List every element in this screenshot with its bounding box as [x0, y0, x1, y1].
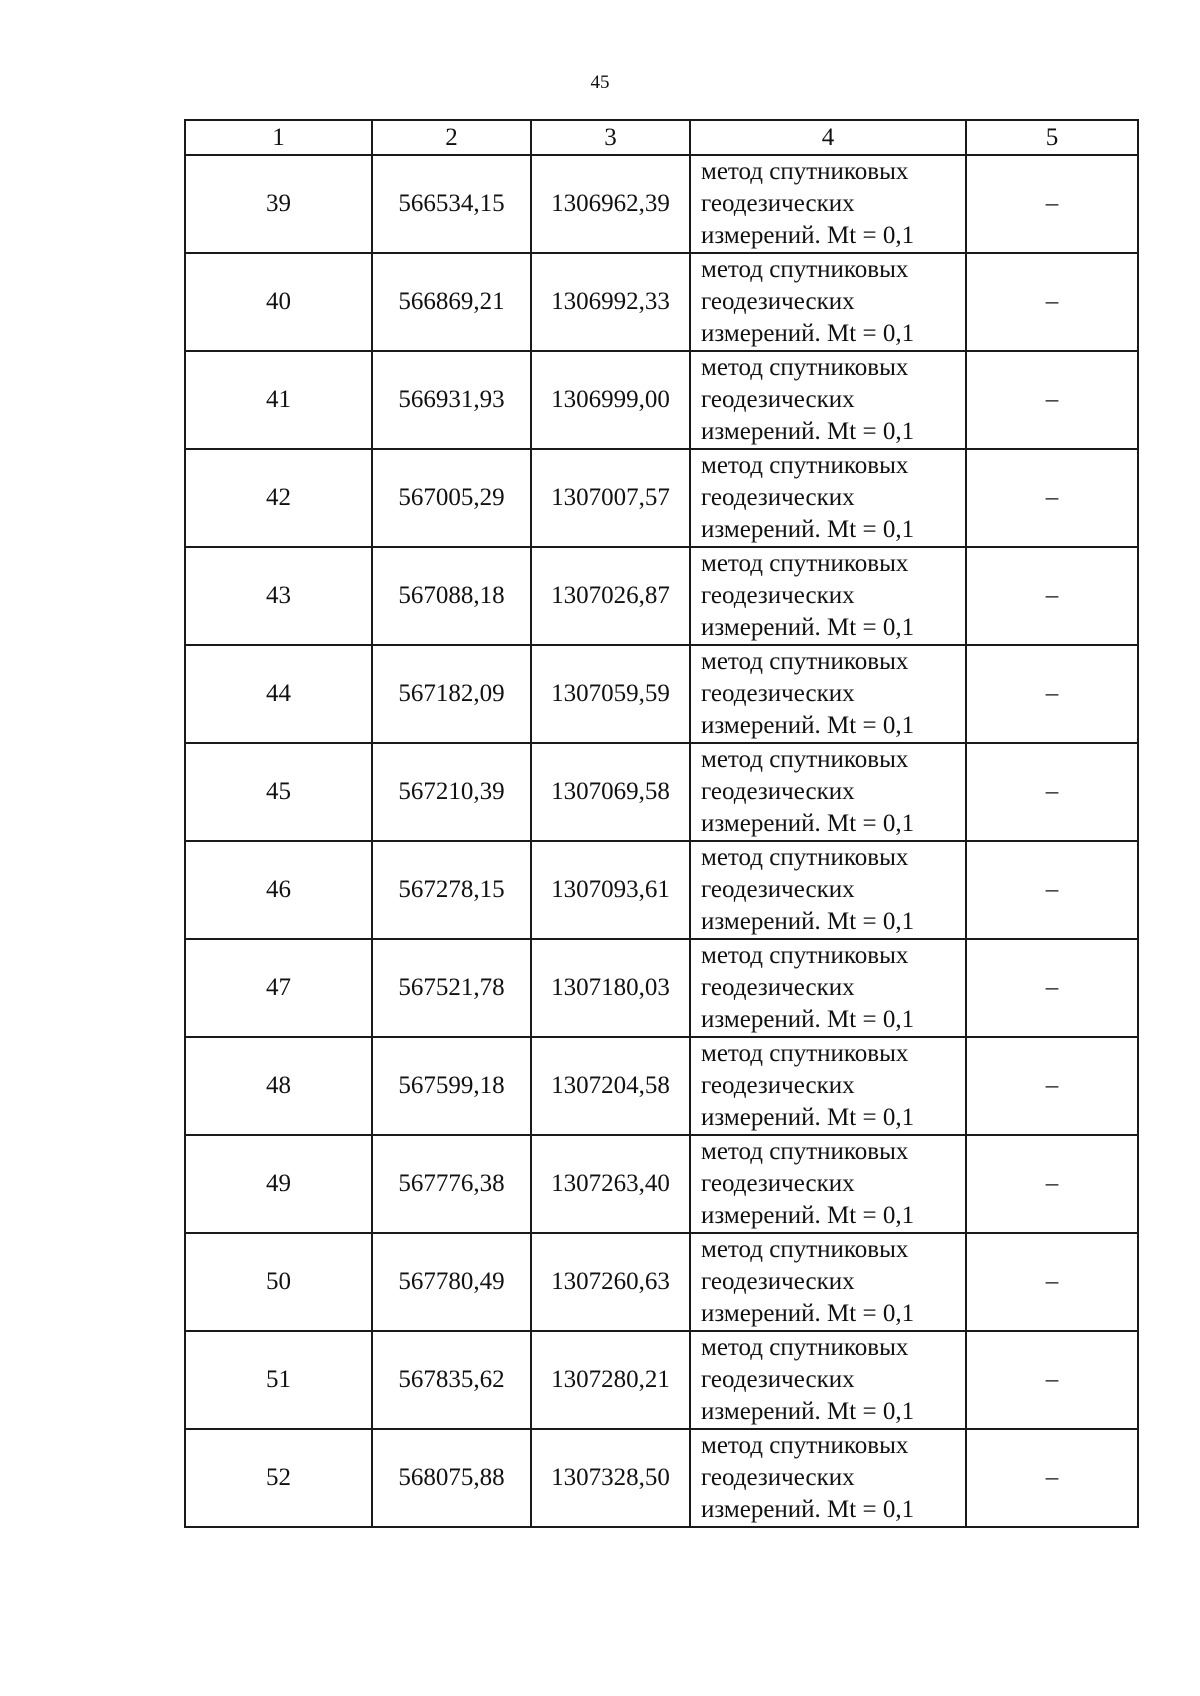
note-cell: – [966, 939, 1138, 1037]
method-line: геодезических [701, 974, 855, 1001]
x-coordinate-cell: 567005,29 [372, 449, 531, 547]
method-line: измерений. Mt = 0,1 [701, 418, 915, 445]
method-cell [690, 449, 966, 547]
note-cell: – [966, 1331, 1138, 1429]
y-coordinate-cell: 1307328,50 [531, 1429, 690, 1527]
method-line: метод спутниковых [701, 1432, 909, 1459]
method-line: метод спутниковых [701, 942, 909, 969]
method-line: метод спутниковых [701, 256, 909, 283]
method-line: измерений. Mt = 0,1 [701, 516, 915, 543]
x-coordinate-cell: 566869,21 [372, 253, 531, 351]
method-line: измерений. Mt = 0,1 [701, 1496, 915, 1523]
note-cell: – [966, 449, 1138, 547]
x-coordinate-cell: 567210,39 [372, 743, 531, 841]
page-number: 45 [590, 72, 610, 93]
x-coordinate-cell: 567780,49 [372, 1233, 531, 1331]
note-cell: – [966, 547, 1138, 645]
coordinates-table [184, 119, 1139, 1528]
point-number-cell: 50 [185, 1233, 372, 1331]
y-coordinate-cell: 1307180,03 [531, 939, 690, 1037]
method-line: геодезических [701, 386, 855, 413]
note-cell: – [966, 155, 1138, 253]
note-cell: – [966, 1233, 1138, 1331]
note-cell: – [966, 841, 1138, 939]
method-line: метод спутниковых [701, 844, 909, 871]
method-cell [690, 743, 966, 841]
method-line: метод спутниковых [701, 1236, 909, 1263]
method-line: измерений. Mt = 0,1 [701, 222, 915, 249]
table-row [185, 1037, 1138, 1135]
method-line: метод спутниковых [701, 746, 909, 773]
table-row [185, 743, 1138, 841]
method-line: измерений. Mt = 0,1 [701, 1398, 915, 1425]
method-line: метод спутниковых [701, 452, 909, 479]
method-line: геодезических [701, 190, 855, 217]
method-line: геодезических [701, 484, 855, 511]
method-line: метод спутниковых [701, 158, 909, 185]
method-line: геодезических [701, 680, 855, 707]
point-number-cell: 41 [185, 351, 372, 449]
point-number-cell: 49 [185, 1135, 372, 1233]
column-number-3: 3 [531, 120, 690, 155]
x-coordinate-cell: 567521,78 [372, 939, 531, 1037]
table-row [185, 547, 1138, 645]
x-coordinate-cell: 567599,18 [372, 1037, 531, 1135]
table-row [185, 645, 1138, 743]
y-coordinate-cell: 1307280,21 [531, 1331, 690, 1429]
method-cell [690, 253, 966, 351]
method-cell [690, 351, 966, 449]
method-line: измерений. Mt = 0,1 [701, 908, 915, 935]
point-number-cell: 42 [185, 449, 372, 547]
method-line: измерений. Mt = 0,1 [701, 614, 915, 641]
column-number-2: 2 [372, 120, 531, 155]
point-number-cell: 40 [185, 253, 372, 351]
point-number-cell: 52 [185, 1429, 372, 1527]
method-line: измерений. Mt = 0,1 [701, 320, 915, 347]
method-line: геодезических [701, 1170, 855, 1197]
column-number-4: 4 [690, 120, 966, 155]
x-coordinate-cell: 566931,93 [372, 351, 531, 449]
y-coordinate-cell: 1307263,40 [531, 1135, 690, 1233]
table-row [185, 253, 1138, 351]
table-row [185, 351, 1138, 449]
method-line: метод спутниковых [701, 1138, 909, 1165]
point-number-cell: 43 [185, 547, 372, 645]
method-cell [690, 155, 966, 253]
x-coordinate-cell: 567835,62 [372, 1331, 531, 1429]
x-coordinate-cell: 567776,38 [372, 1135, 531, 1233]
point-number-cell: 48 [185, 1037, 372, 1135]
method-line: геодезических [701, 1366, 855, 1393]
x-coordinate-cell: 566534,15 [372, 155, 531, 253]
note-cell: – [966, 253, 1138, 351]
note-cell: – [966, 1135, 1138, 1233]
method-line: метод спутниковых [701, 354, 909, 381]
y-coordinate-cell: 1307204,58 [531, 1037, 690, 1135]
x-coordinate-cell: 567182,09 [372, 645, 531, 743]
method-line: метод спутниковых [701, 648, 909, 675]
method-cell [690, 1037, 966, 1135]
method-line: геодезических [701, 876, 855, 903]
table-row [185, 1331, 1138, 1429]
y-coordinate-cell: 1306999,00 [531, 351, 690, 449]
point-number-cell: 47 [185, 939, 372, 1037]
y-coordinate-cell: 1307093,61 [531, 841, 690, 939]
method-line: геодезических [701, 288, 855, 315]
column-number-1: 1 [185, 120, 372, 155]
table-row [185, 1429, 1138, 1527]
table-row [185, 1135, 1138, 1233]
method-line: измерений. Mt = 0,1 [701, 1202, 915, 1229]
note-cell: – [966, 351, 1138, 449]
y-coordinate-cell: 1307059,59 [531, 645, 690, 743]
note-cell: – [966, 1037, 1138, 1135]
method-line: геодезических [701, 1072, 855, 1099]
note-cell: – [966, 645, 1138, 743]
x-coordinate-cell: 568075,88 [372, 1429, 531, 1527]
method-line: геодезических [701, 1464, 855, 1491]
method-line: метод спутниковых [701, 550, 909, 577]
point-number-cell: 46 [185, 841, 372, 939]
x-coordinate-cell: 567278,15 [372, 841, 531, 939]
method-cell [690, 1233, 966, 1331]
method-line: геодезических [701, 582, 855, 609]
method-line: измерений. Mt = 0,1 [701, 1104, 915, 1131]
note-cell: – [966, 743, 1138, 841]
method-line: метод спутниковых [701, 1334, 909, 1361]
method-cell [690, 547, 966, 645]
y-coordinate-cell: 1307260,63 [531, 1233, 690, 1331]
point-number-cell: 39 [185, 155, 372, 253]
y-coordinate-cell: 1306962,39 [531, 155, 690, 253]
y-coordinate-cell: 1307007,57 [531, 449, 690, 547]
method-line: измерений. Mt = 0,1 [701, 1300, 915, 1327]
x-coordinate-cell: 567088,18 [372, 547, 531, 645]
table-row [185, 939, 1138, 1037]
method-line: метод спутниковых [701, 1040, 909, 1067]
method-cell [690, 1429, 966, 1527]
method-line: измерений. Mt = 0,1 [701, 810, 915, 837]
method-line: геодезических [701, 778, 855, 805]
method-line: геодезических [701, 1268, 855, 1295]
point-number-cell: 44 [185, 645, 372, 743]
method-cell [690, 1135, 966, 1233]
method-cell [690, 939, 966, 1037]
y-coordinate-cell: 1306992,33 [531, 253, 690, 351]
method-cell [690, 841, 966, 939]
table-header-row [185, 120, 1138, 155]
y-coordinate-cell: 1307069,58 [531, 743, 690, 841]
method-line: измерений. Mt = 0,1 [701, 712, 915, 739]
y-coordinate-cell: 1307026,87 [531, 547, 690, 645]
method-cell [690, 645, 966, 743]
column-number-5: 5 [966, 120, 1138, 155]
point-number-cell: 51 [185, 1331, 372, 1429]
table-row [185, 449, 1138, 547]
method-cell [690, 1331, 966, 1429]
table-row [185, 841, 1138, 939]
table-row [185, 155, 1138, 253]
table-row [185, 1233, 1138, 1331]
point-number-cell: 45 [185, 743, 372, 841]
note-cell: – [966, 1429, 1138, 1527]
method-line: измерений. Mt = 0,1 [701, 1006, 915, 1033]
